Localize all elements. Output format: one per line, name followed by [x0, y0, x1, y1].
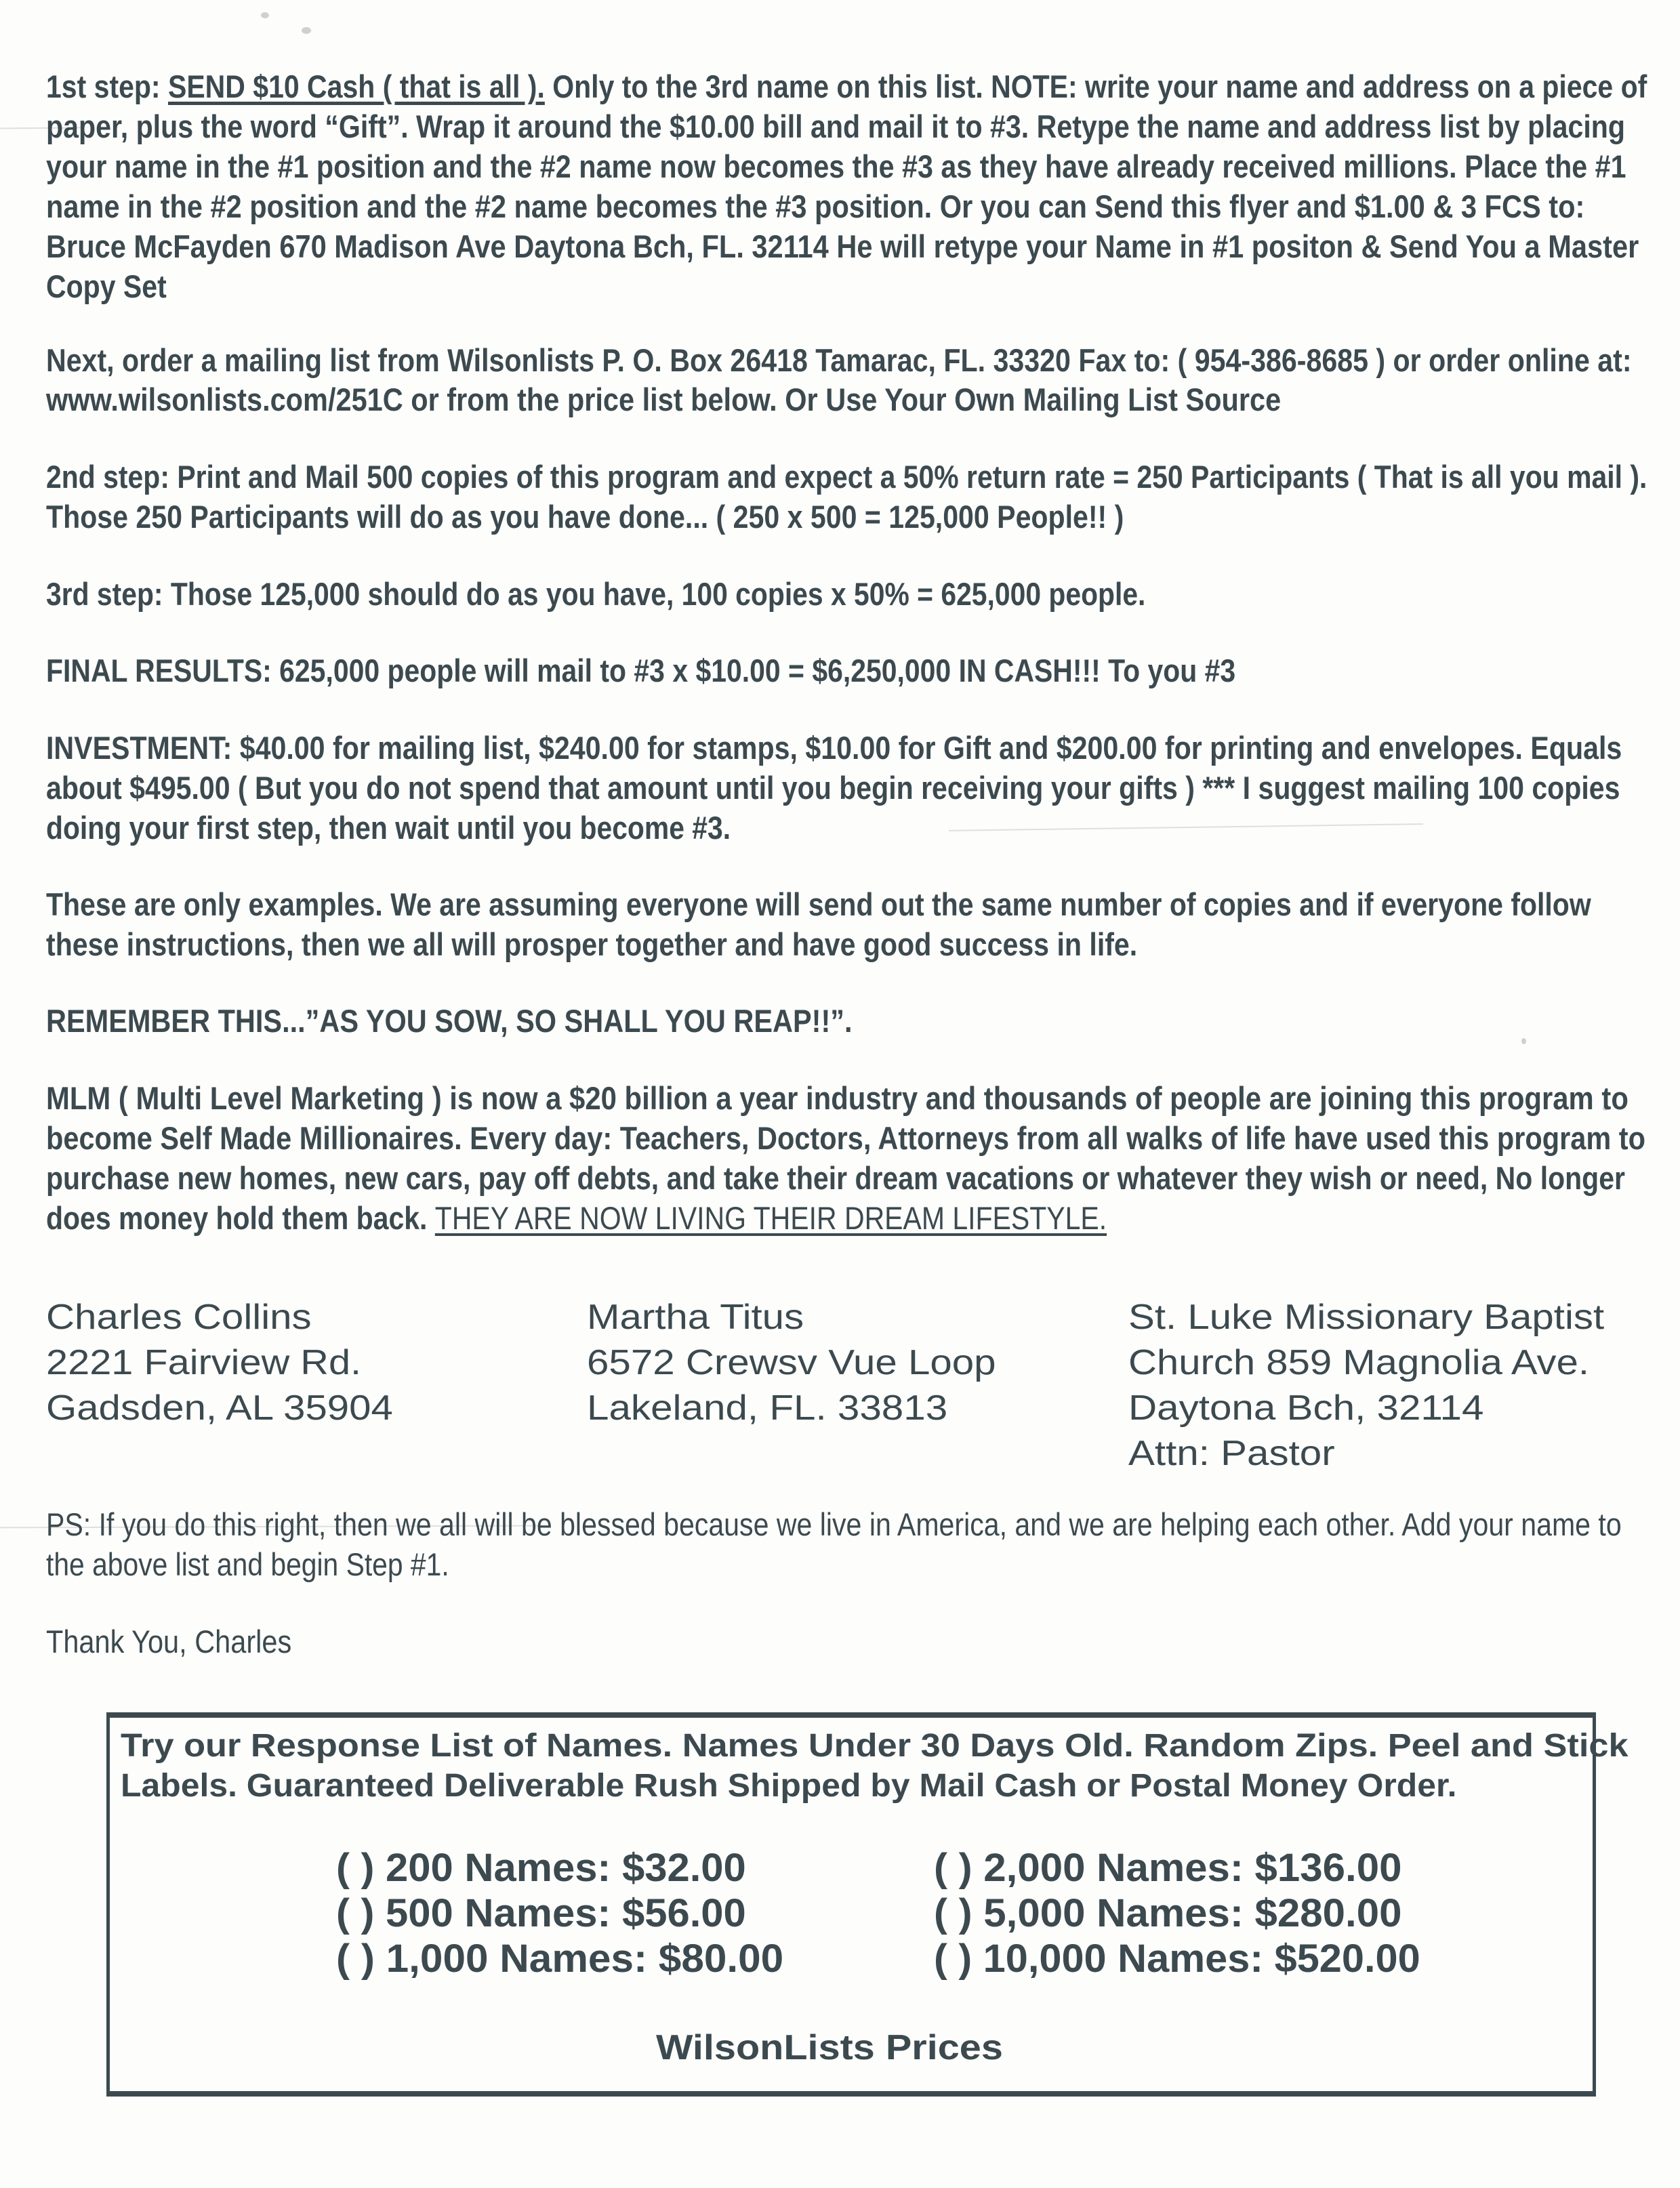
address-1-line-2: 2221 Fairview Rd.: [46, 1343, 362, 1382]
address-3-line-3: Daytona Bch, 32114: [1128, 1388, 1484, 1428]
step1-text: Only to the 3rd name on this list. NOTE: write your name and address on a piece of: [544, 68, 1647, 104]
step2-line-2: Those 250 Participants will do as you have done... ( 250 x 500 = 125,000 People!! ): [46, 499, 1124, 535]
examples-line-2: these instructions, then we all will prosper together and have good success in life.: [46, 926, 1138, 962]
price-option-1000[interactable]: ( ) 1,000 Names: $80.00: [336, 1937, 784, 1981]
examples-line-1: These are only examples. We are assuming everyone will send out the same number of copies and if everyone follow: [46, 886, 1591, 922]
order-list-line-2: www.wilsonlists.com/251C or from the price list below. Or Use Your Own Mailing List Source: [46, 381, 1282, 417]
mlm-line-1: MLM ( Multi Level Marketing ) is now a $20 billion a year industry and thousands of people are joining this program to: [46, 1080, 1628, 1116]
dream-lifestyle-emphasis: THEY ARE NOW LIVING THEIR DREAM LIFESTYLE.: [434, 1200, 1107, 1236]
step1-line-6: Copy Set: [46, 268, 167, 304]
ps-line-2: the above list and begin Step #1.: [46, 1546, 449, 1582]
remember-slogan: REMEMBER THIS...”AS YOU SOW, SO SHALL YOU REAP!!”.: [46, 1003, 853, 1039]
scan-speck: [261, 12, 269, 18]
send-cash-emphasis: SEND $10 Cash ( that is all ).: [167, 68, 545, 104]
address-2-line-2: 6572 Crewsv Vue Loop: [587, 1343, 996, 1382]
address-2-line-3: Lakeland, FL. 33813: [587, 1388, 948, 1428]
step2-line-1: 2nd step: Print and Mail 500 copies of this program and expect a 50% return rate = 250 Participants ( That is all you mail ).: [46, 459, 1647, 495]
step1-line-1: [46, 70, 1647, 102]
ps-line-1: PS: If you do this right, then we all will be blessed because we live in America, and we are helping each other. Add your name to: [46, 1506, 1622, 1542]
scan-speck: [302, 27, 311, 34]
order-box-intro-line-2: Labels. Guaranteed Deliverable Rush Shipped by Mail Cash or Postal Money Order.: [121, 1768, 1457, 1804]
step3-text: 3rd step: Those 125,000 should do as you have, 100 copies x 50% = 625,000 people.: [46, 576, 1146, 612]
step1-line-3: your name in the #1 position and the #2 name now becomes the #3 as they have already received millions. Place the #1: [46, 148, 1626, 184]
step1-label: 1st step:: [46, 68, 168, 104]
scan-speck: [1521, 1038, 1526, 1044]
price-option-10000[interactable]: ( ) 10,000 Names: $520.00: [934, 1937, 1420, 1981]
investment-line-1: INVESTMENT: $40.00 for mailing list, $240.00 for stamps, $10.00 for Gift and $200.00 for printing and envelopes. Equals: [46, 730, 1622, 766]
price-option-500[interactable]: ( ) 500 Names: $56.00: [336, 1891, 746, 1935]
investment-line-2: about $495.00 ( But you do not spend that amount until you begin receiving your gifts ) *** I suggest mailing 100 copies: [46, 770, 1620, 806]
order-box-intro-line-1: Try our Response List of Names. Names Under 30 Days Old. Random Zips. Peel and Stick: [121, 1728, 1628, 1764]
step1-line-2: paper, plus the word “Gift”. Wrap it around the $10.00 bill and mail it to #3. Retype the name and address list by placing: [46, 108, 1626, 144]
address-3-line-1: St. Luke Missionary Baptist: [1128, 1298, 1605, 1337]
address-3-line-2: Church 859 Magnolia Ave.: [1128, 1343, 1589, 1382]
step1-line-5: Bruce McFayden 670 Madison Ave Daytona Bch, FL. 32114 He will retype your Name in #1 positon & Send You a Master: [46, 228, 1639, 264]
signoff: Thank You, Charles: [46, 1624, 292, 1659]
order-list-line-1: Next, order a mailing list from Wilsonlists P. O. Box 26418 Tamarac, FL. 33320 Fax to: ( 954-386-8685 ) or order online at:: [46, 342, 1632, 378]
price-option-200[interactable]: ( ) 200 Names: $32.00: [336, 1846, 746, 1890]
final-results-text: FINAL RESULTS: 625,000 people will mail to #3 x $10.00 = $6,250,000 IN CASH!!! To you #3: [46, 653, 1236, 688]
address-3-line-4: Attn: Pastor: [1128, 1434, 1335, 1473]
mlm-line-3: purchase new homes, new cars, pay off debts, and take their dream vacations or whatever they wish or need, No longer: [46, 1160, 1625, 1196]
paper-crease: [949, 823, 1423, 831]
address-2-line-1: Martha Titus: [587, 1298, 804, 1337]
step1-line-4: name in the #2 position and the #2 name becomes the #3 position. Or you can Send this flyer and $1.00 & 3 FCS to:: [46, 188, 1585, 224]
price-list-footer: WilsonLists Prices: [656, 2028, 1003, 2067]
address-1-line-1: Charles Collins: [46, 1298, 312, 1337]
mlm-line-2: become Self Made Millionaires. Every day: Teachers, Doctors, Attorneys from all walks of life have used this program to: [46, 1120, 1645, 1156]
price-option-5000[interactable]: ( ) 5,000 Names: $280.00: [934, 1891, 1402, 1935]
mlm-text: does money hold them back.: [46, 1200, 435, 1236]
mlm-line-4: [46, 1202, 1107, 1234]
investment-line-3: doing your first step, then wait until you become #3.: [46, 810, 731, 846]
price-option-2000[interactable]: ( ) 2,000 Names: $136.00: [934, 1846, 1402, 1890]
address-1-line-3: Gadsden, AL 35904: [46, 1388, 393, 1428]
